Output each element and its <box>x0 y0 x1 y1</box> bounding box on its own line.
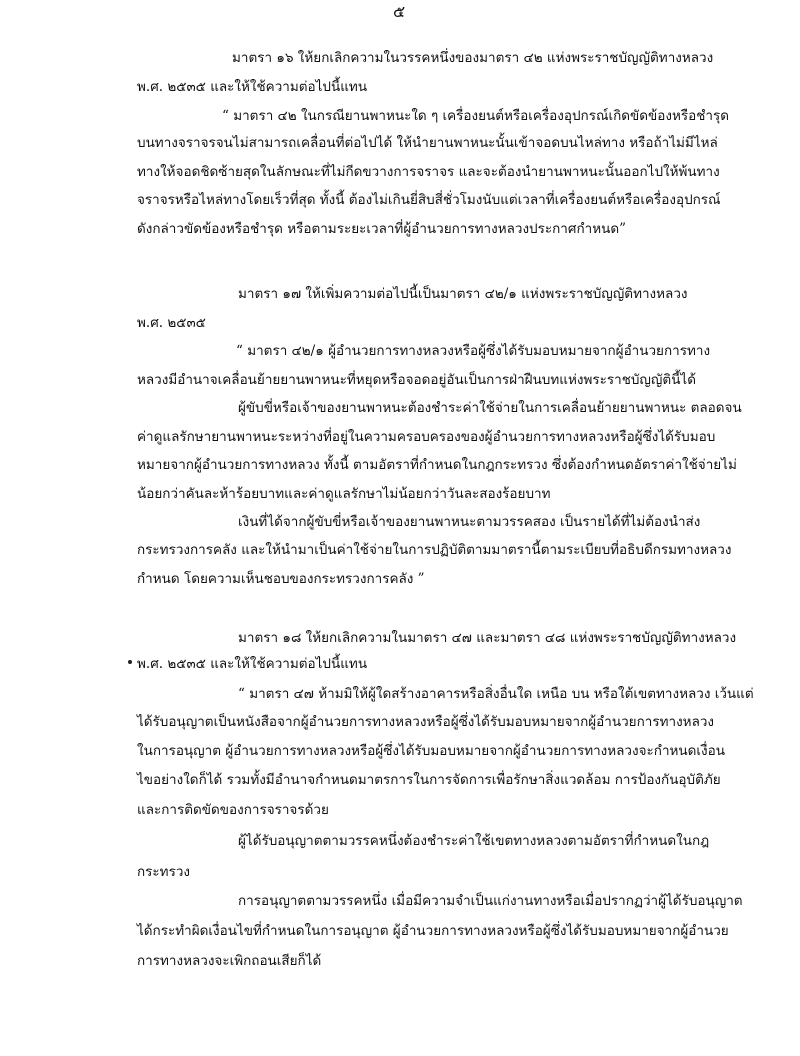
section-17-line: กำหนด โดยความเห็นชอบของกระทรวงการคลัง ” <box>137 571 425 587</box>
section-16-line: ดังกล่าวขัดข้องหรือชำรุด หรือตามระยะเวลาที่ผู้อำนวยการทางหลวงประกาศกำหนด” <box>137 221 626 237</box>
section-17-heading-cont: พ.ศ. ๒๕๓๕ <box>137 315 206 331</box>
section-16-line: จราจรหรือไหล่ทางโดยเร็วที่สุด ทั้งนี้ ต้องไม่เกินยี่สิบสี่ชั่วโมงนับแต่เวลาที่เครื่องยนต์หรือเครื่องอุปกรณ์ <box>137 192 721 208</box>
section-18-line: “ มาตรา ๔๗ ห้ามมิให้ผู้ใดสร้างอาคารหรือสิ่งอื่นใด เหนือ บน หรือใต้เขตทางหลวง เว้นแต่ <box>238 686 754 702</box>
section-18-line: ในการอนุญาต ผู้อำนวยการทางหลวงหรือผู้ซึ่งได้รับมอบหมายจากผู้อำนวยการทางหลวงจะกำหนดเงื่อน <box>137 743 725 759</box>
section-17-line: ผู้ขับขี่หรือเจ้าของยานพาหนะต้องชำระค่าใช้จ่ายในการเคลื่อนย้ายยานพาหนะ ตลอดจน <box>238 400 742 416</box>
section-17-line: เงินที่ได้จากผู้ขับขี่หรือเจ้าของยานพาหนะตามวรรคสอง เป็นรายได้ที่ไม่ต้องนำส่ง <box>238 514 701 530</box>
section-16-line: ทางให้จอดชิดซ้ายสุดในลักษณะที่ไม่กีดขวางการจราจร และจะต้องนำยานพาหนะนั้นออกไปให้พ้นทาง <box>137 164 720 180</box>
section-18-line: ไขอย่างใดก็ได้ รวมทั้งมีอำนาจกำหนดมาตรการในการจัดการเพื่อรักษาสิ่งแวดล้อม การป้องกันอุบัติภัย <box>137 772 721 788</box>
section-17-line: ค่าดูแลรักษายานพาหนะระหว่างที่อยู่ในความครอบครองของผู้อำนวยการทางหลวงหรือผู้ซึ่งได้รับมอบ <box>137 429 716 445</box>
section-18-line: และการติดขัดของการจราจรด้วย <box>137 802 329 818</box>
section-16-heading: มาตรา ๑๖ ให้ยกเลิกความในวรรคหนึ่งของมาตรา ๔๒ แห่งพระราชบัญญัติทางหลวง <box>232 50 714 66</box>
section-18-line: ผู้ได้รับอนุญาตตามวรรคหนึ่งต้องชำระค่าใช้เขตทางหลวงตามอัตราที่กำหนดในกฎ <box>238 833 710 849</box>
scan-dot <box>128 660 132 664</box>
section-18-line: กระทรวง <box>137 864 190 880</box>
section-17-line: กระทรวงการคลัง และให้นำมาเป็นค่าใช้จ่ายในการปฏิบัติตามมาตรานี้ตามระเบียบที่อธิบดีกรมทางหลวง <box>137 542 732 558</box>
section-16-line: บนทางจราจรจนไม่สามารถเคลื่อนที่ต่อไปได้ ให้นำยานพาหนะนั้นเข้าจอดบนไหล่ทาง หรือถ้าไม่มีไหล่ <box>137 135 718 151</box>
section-17-line: น้อยกว่าคันละห้าร้อยบาทและค่าดูแลรักษาไม่น้อยกว่าวันละสองร้อยบาท <box>137 486 551 502</box>
section-18-line: ได้รับอนุญาตเป็นหนังสือจากผู้อำนวยการทางหลวงหรือผู้ซึ่งได้รับมอบหมายจากผู้อำนวยการทางหลวง <box>137 714 715 730</box>
section-18-line: การอนุญาตตามวรรคหนึ่ง เมื่อมีความจำเป็นแก่งานทางหรือเมื่อปรากฏว่าผู้ได้รับอนุญาต <box>238 893 743 909</box>
section-17-line: หลวงมีอำนาจเคลื่อนย้ายยานพาหนะที่หยุดหรือจอดอยู่อันเป็นการฝ่าฝืนบทแห่งพระราชบัญญัตินี้ได้ <box>137 372 696 388</box>
section-17-line: หมายจากผู้อำนวยการทางหลวง ทั้งนี้ ตามอัตราที่กำหนดในกฎกระทรวง ซึ่งต้องกำหนดอัตราค่าใช้จ่ายไม่ <box>137 457 737 473</box>
section-18-heading: มาตรา ๑๘ ให้ยกเลิกความในมาตรา ๔๗ และมาตรา ๔๘ แห่งพระราชบัญญัติทางหลวง <box>238 630 737 646</box>
section-18-line: ได้กระทำผิดเงื่อนไขที่กำหนดในการอนุญาต ผู้อำนวยการทางหลวงหรือผู้ซึ่งได้รับมอบหมายจากผู้อำนวย <box>137 923 729 939</box>
page-number: ๕ <box>393 2 406 21</box>
section-17-heading: มาตรา ๑๗ ให้เพิ่มความต่อไปนี้เป็นมาตรา ๔๒/๑ แห่งพระราชบัญญัติทางหลวง <box>238 286 688 302</box>
section-16-heading-cont: พ.ศ. ๒๕๓๕ และให้ใช้ความต่อไปนี้แทน <box>137 79 368 95</box>
section-17-line: “ มาตรา ๔๒/๑ ผู้อำนวยการทางหลวงหรือผู้ซึ่งได้รับมอบหมายจากผู้อำนวยการทาง <box>236 343 711 359</box>
section-16-line: “ มาตรา ๔๒ ในกรณียานพาหนะใด ๆ เครื่องยนต์หรือเครื่องอุปกรณ์เกิดขัดข้องหรือชำรุด <box>222 108 729 124</box>
section-18-heading-cont: พ.ศ. ๒๕๓๕ และให้ใช้ความต่อไปนี้แทน <box>137 656 368 672</box>
section-18-line: การทางหลวงจะเพิกถอนเสียก็ได้ <box>137 953 322 969</box>
